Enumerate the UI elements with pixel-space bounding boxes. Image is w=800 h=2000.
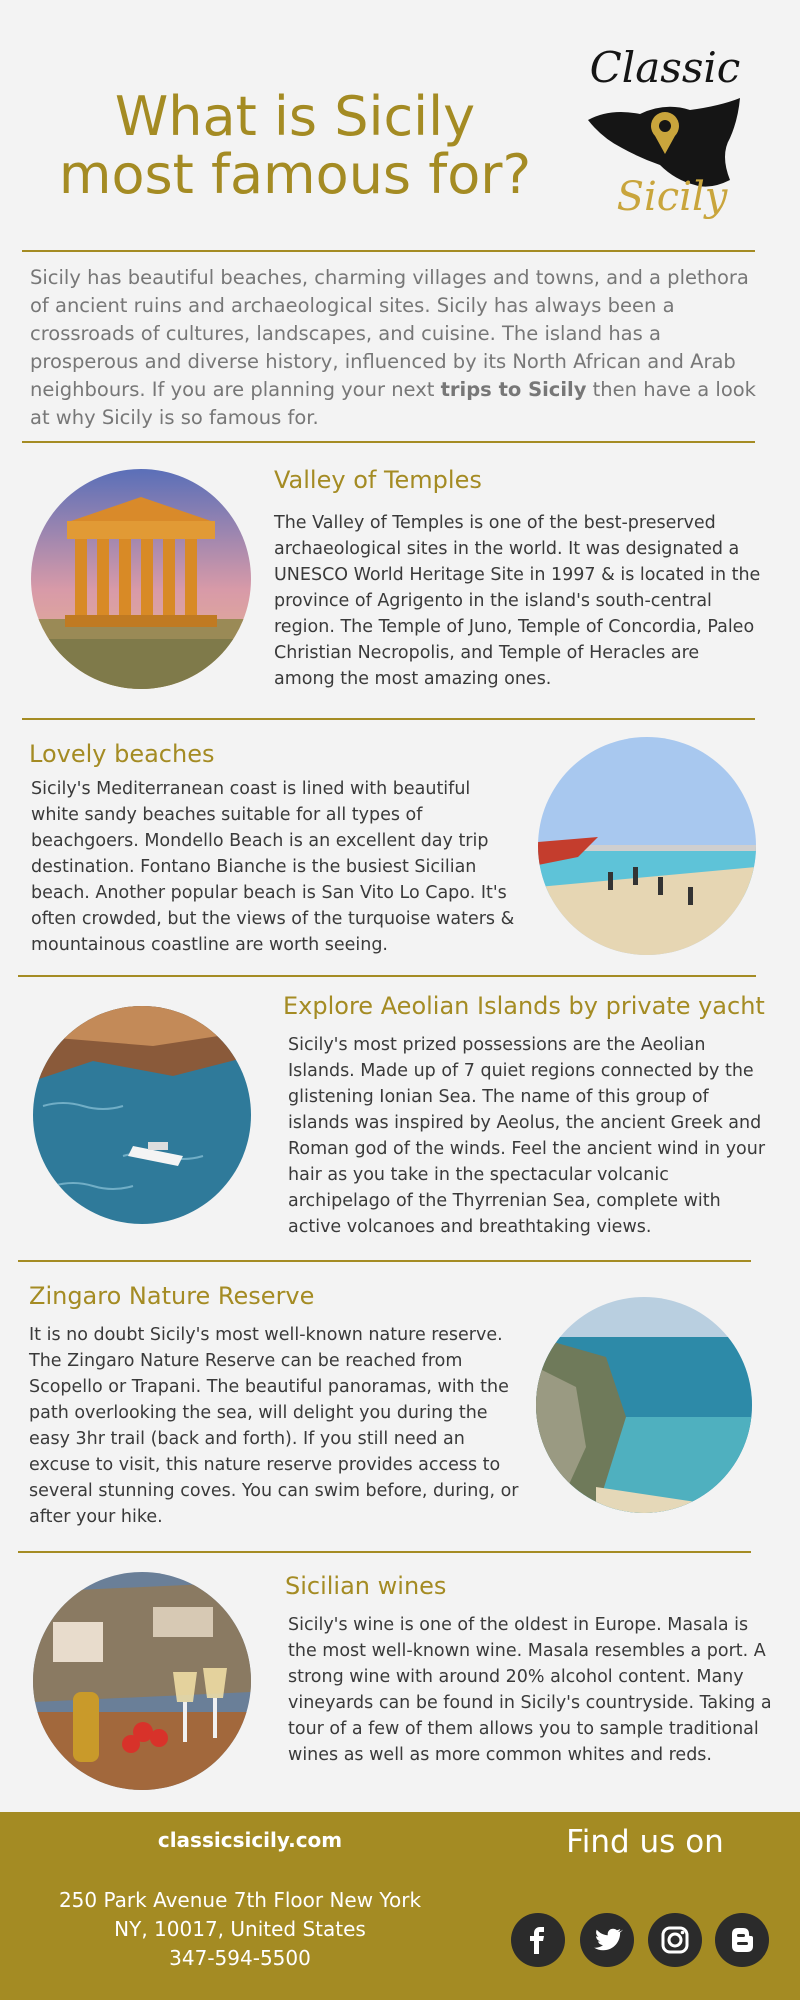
intro-text: Sicily has beautiful beaches, charming villages and towns, and a plethora of ancient ruins and archaeological sites. Sicily has always been a crossroads of cultures, landscapes, and cuisine. The island has a prosperous and diverse history, influenced by its North African and Arab neighbours. If you are planning your next bbox=[30, 266, 749, 401]
intro-paragraph bbox=[30, 264, 768, 432]
sicilian-wines-image bbox=[33, 1572, 251, 1790]
instagram-icon[interactable] bbox=[648, 1913, 702, 1967]
divider bbox=[18, 1260, 751, 1262]
section-title-aeolian-islands: Explore Aeolian Islands by private yacht bbox=[283, 992, 765, 1020]
trips-to-sicily-link[interactable]: trips to Sicily bbox=[440, 378, 587, 401]
section-title-valley-of-temples: Valley of Temples bbox=[274, 466, 482, 494]
intro-text-end: then have a look at why Sicily is so famous for. bbox=[30, 378, 756, 429]
section-body-zingaro: It is no doubt Sicily's most well-known nature reserve. The Zingaro Nature Reserve can be reached from Scopello or Trapani. The beautiful panoramas, with the path overlooking the sea, will delight you during the easy 3hr trail (back and forth). If you still need an excuse to visit, this nature reserve provides access to several stunning coves. You can swim before, during, or after your hike. bbox=[29, 1325, 519, 1527]
valley-of-temples-image bbox=[31, 469, 251, 689]
logo-graphic bbox=[580, 40, 750, 230]
find-us-heading: Find us on bbox=[566, 1824, 724, 1860]
divider bbox=[22, 718, 755, 720]
aeolian-islands-yacht-image bbox=[33, 1006, 251, 1224]
blogger-icon[interactable] bbox=[715, 1913, 769, 1967]
section-title-zingaro: Zingaro Nature Reserve bbox=[29, 1282, 315, 1310]
phone-number[interactable]: 347-594-5500 bbox=[169, 1946, 311, 1970]
divider bbox=[18, 1551, 751, 1553]
page-title bbox=[40, 85, 550, 206]
section-body-valley-of-temples: The Valley of Temples is one of the best-preserved archaeological sites in the world. It was designated a UNESCO World Heritage Site in 1997 & is located in the province of Agrigento in the island's south-central region. The Temple of Juno, Temple of Concordia, Paleo Christian Necropolis, and Temple of Heracles are among the most amazing ones. bbox=[274, 513, 761, 689]
section-body-lovely-beaches: Sicily's Mediterranean coast is lined with beautiful white sandy beaches suitable for all types of beachgoers. Mondello Beach is an excellent day trip destination. Fontano Bianche is the busiest Sicilian beach. Another popular beach is San Vito Lo Capo. It's often crowded, but the views of the turquoise waters & mountainous coastline are worth seeing. bbox=[31, 779, 515, 955]
divider bbox=[22, 441, 755, 443]
beach-image bbox=[538, 737, 756, 955]
logo-word-sicily: Sicily bbox=[616, 174, 728, 220]
section-title-sicilian-wines: Sicilian wines bbox=[285, 1572, 447, 1600]
section-body-aeolian-islands: Sicily's most prized possessions are the Aeolian Islands. Made up of 7 quiet regions connected by the glistening Ionian Sea. The name of this group of islands was inspired by Aeolus, the ancient Greek and Roman god of the winds. Feel the ancient wind in your hair as you take in the spectacular volcanic archipelago of the Thyrrenian Sea, complete with active volcanoes and breathtaking views. bbox=[288, 1035, 766, 1237]
divider bbox=[18, 975, 756, 977]
divider bbox=[22, 250, 755, 252]
website-link[interactable]: classicsicily.com bbox=[157, 1828, 343, 1852]
zingaro-reserve-image bbox=[536, 1297, 752, 1513]
logo-word-classic: Classic bbox=[589, 43, 741, 92]
address-line-2: NY, 10017, United States bbox=[114, 1917, 366, 1941]
title-line-1: What is Sicily bbox=[114, 85, 476, 148]
twitter-icon[interactable] bbox=[580, 1913, 634, 1967]
address-line-1: 250 Park Avenue 7th Floor New York bbox=[58, 1888, 422, 1912]
facebook-icon[interactable] bbox=[511, 1913, 565, 1967]
title-line-2: most famous for? bbox=[58, 143, 532, 206]
section-body-sicilian-wines: Sicily's wine is one of the oldest in Europe. Masala is the most well-known wine. Masala resembles a port. A strong wine with around 20% alcohol content. Many vineyards can be found in Sicily's countryside. Taking a tour of a few of them allows you to sample traditional wines as well as more common whites and reds. bbox=[288, 1615, 772, 1765]
section-title-lovely-beaches: Lovely beaches bbox=[29, 740, 215, 768]
address-block bbox=[40, 1886, 440, 1973]
classic-sicily-logo[interactable] bbox=[580, 40, 750, 230]
